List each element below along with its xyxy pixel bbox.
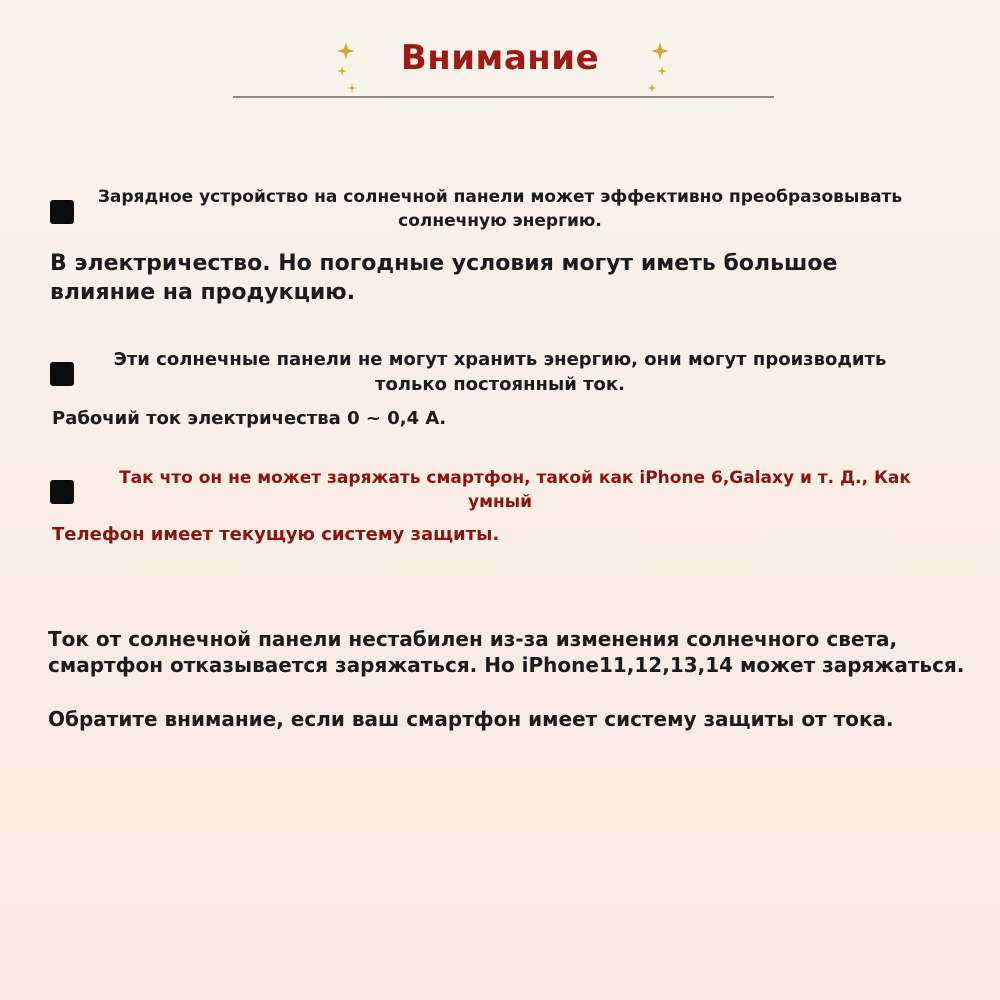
notice-1-line-2: солнечную энергию. — [398, 211, 602, 231]
notice-3-line-1: Так что он не может заряжать смартфон, такой как iPhone 6,Galaxy и т. Д., Как — [119, 468, 911, 488]
footer-paragraph-2: Обратите внимание, если ваш смартфон имеет систему защиты от тока. — [48, 707, 894, 731]
footer-paragraph-1-line-2: смартфон отказывается заряжаться. Но iPhone11,12,13,14 может заряжаться. — [48, 653, 965, 677]
notice-1-continuation-2: влияние на продукцию. — [50, 280, 356, 305]
notice-2-continuation-1: Рабочий ток электричества 0 ~ 0,4 А. — [52, 408, 447, 429]
sparkle-icon — [644, 40, 674, 100]
notice-1-continuation-1: В электричество. Но погодные условия могут иметь большое — [50, 251, 838, 276]
notice-3-line-2: умный — [467, 492, 532, 512]
notice-2-line-2: только постоянный ток. — [375, 374, 625, 395]
notice-3-continuation-1: Телефон имеет текущую систему защиты. — [52, 524, 500, 545]
title-divider — [233, 96, 774, 98]
page-title: Внимание — [400, 38, 600, 78]
notice-1-line-1: Зарядное устройство на солнечной панели может эффективно преобразовывать — [97, 187, 903, 207]
footer-paragraph-1-line-1: Ток от солнечной панели нестабилен из-за изменения солнечного света, — [48, 627, 898, 651]
notice-2-line-1: Эти солнечные панели не могут хранить энергию, они могут производить — [113, 349, 887, 370]
